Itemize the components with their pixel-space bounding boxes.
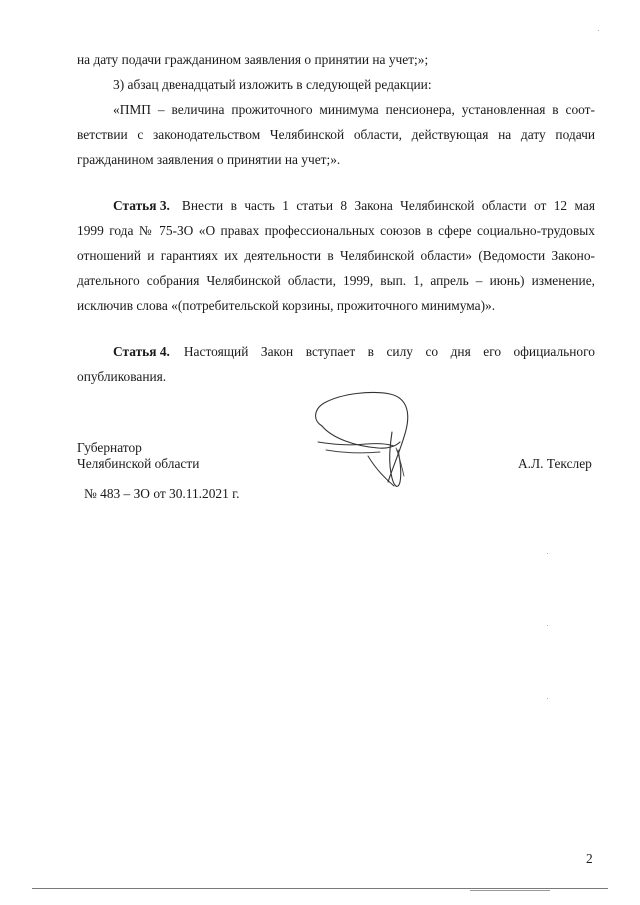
- text-line: отношений и гарантиях их деятельности в Челябинской области» (Ведомости Законо-: [77, 248, 595, 263]
- signatory-title: Губернатор: [77, 440, 142, 455]
- article-3-title: Статья 3.: [113, 198, 170, 213]
- text-line: опубликования.: [77, 369, 167, 384]
- article-4-title: Статья 4.: [113, 344, 170, 359]
- text-line: исключив слова «(потребительской корзины, прожиточного минимума)».: [77, 298, 496, 313]
- article-3-first-line: [113, 198, 595, 214]
- text-line: Настоящий Закон вступает в силу со дня его официального: [183, 344, 595, 359]
- scan-speck: [547, 553, 548, 554]
- text-line: Внести в часть 1 статьи 8 Закона Челябинской области от 12 мая: [181, 198, 595, 213]
- law-number: № 483 – ЗО от 30.11.2021 г.: [84, 486, 240, 501]
- text-line: «ПМП – величина прожиточного минимума пенсионера, установленная в соот-: [113, 102, 595, 117]
- text-line: на дату подачи гражданином заявления о принятии на учет;»;: [77, 52, 429, 67]
- bottom-scan-line: [32, 888, 608, 889]
- text-line: 1999 года № 75-ЗО «О правах профессиональных союзов в сфере социально-трудовых: [77, 223, 595, 238]
- scan-speck: [598, 30, 599, 31]
- text-line: дательного собрания Челябинской области, 1999, вып. 1, апрель – июнь) изменение,: [77, 273, 595, 288]
- scan-speck: [547, 698, 548, 699]
- handwritten-signature: [308, 386, 418, 496]
- article-4-first-line: [113, 344, 595, 360]
- page-number: 2: [586, 851, 593, 866]
- signatory-name: А.Л. Текслер: [518, 456, 592, 471]
- text-line: гражданином заявления о принятии на учет;».: [77, 152, 341, 167]
- text-line: ветствии с законодательством Челябинской области, действующая на дату подачи: [77, 127, 595, 142]
- bottom-scan-line: [470, 890, 550, 891]
- signatory-title: Челябинской области: [77, 456, 200, 471]
- scan-speck: [547, 625, 548, 626]
- text-line: 3) абзац двенадцатый изложить в следующей редакции:: [113, 77, 432, 92]
